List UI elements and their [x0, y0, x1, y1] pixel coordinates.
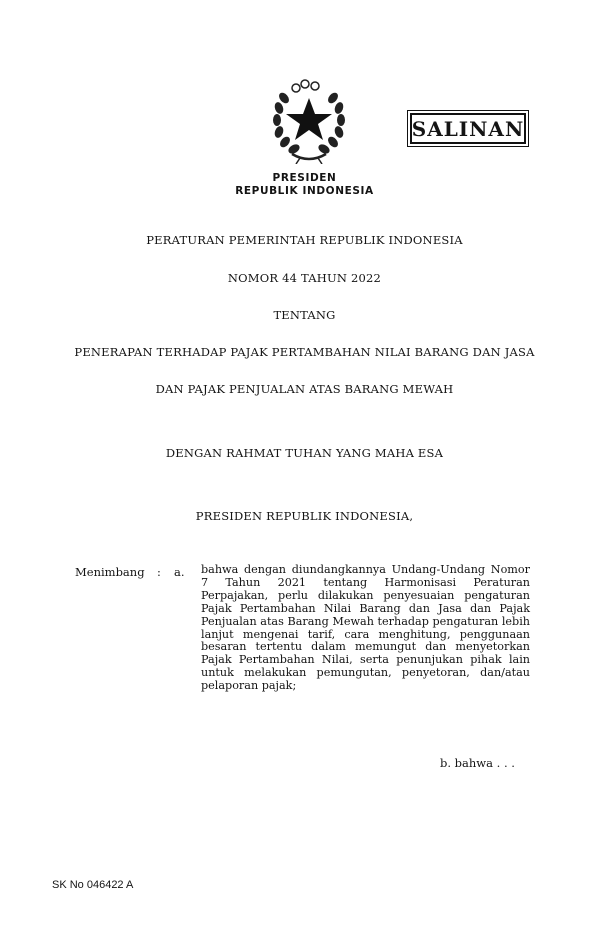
regulation-about: TENTANG [273, 308, 336, 322]
garuda-star-emblem-icon [270, 78, 348, 164]
salinan-stamp: SALINAN [410, 113, 526, 144]
regulation-subject-line2: DAN PAJAK PENJUALAN ATAS BARANG MEWAH [155, 382, 454, 396]
considering-label: Menimbang [75, 565, 145, 579]
regulation-subject-line1: PENERAPAN TERHADAP PAJAK PERTAMBAHAN NILAI BARANG DAN JASA [74, 345, 535, 359]
continuation-marker: b. bahwa . . . [440, 756, 515, 770]
header-president: PRESIDEN [272, 172, 337, 184]
regulation-title: PERATURAN PEMERINTAH REPUBLIK INDONESIA [146, 233, 463, 247]
considering-colon: : [157, 565, 161, 579]
regulation-number: NOMOR 44 TAHUN 2022 [227, 271, 382, 285]
considering-item-letter: a. [174, 565, 185, 579]
header-republic: REPUBLIK INDONESIA [235, 185, 374, 197]
considering-item-text: bahwa dengan diundangkannya Undang-Undang Nomor 7 Tahun 2021 tentang Harmonisasi Peraturan Perpajakan, perlu dilakukan penyesuaian pengaturan Pajak Pertambahan Nilai Barang dan Jasa dan Pajak Penjualan atas Barang Mewah terhadap pengaturan lebih lanjut mengenai tarif, cara menghitung, penggunaan besaran tertentu dalam memungut dan menyetorkan Pajak Pertambahan Nilai, serta penunjukan pihak lain untuk melakukan pemungutan, penyetoran, dan/atau pelaporan pajak; [201, 563, 530, 693]
preamble-grace: DENGAN RAHMAT TUHAN YANG MAHA ESA [165, 446, 444, 460]
preamble-issuer: PRESIDEN REPUBLIK INDONESIA, [195, 509, 414, 523]
document-code: SK No 046422 A [52, 879, 134, 891]
